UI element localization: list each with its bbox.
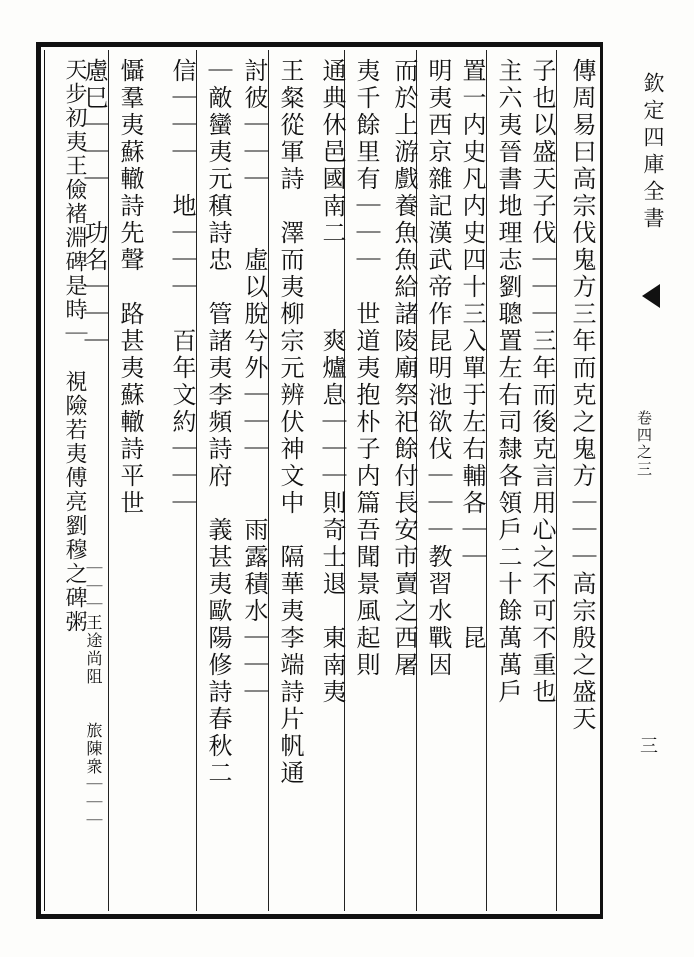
- text-column: 慮巳｜｜｜ 功名｜｜｜: [80, 58, 108, 355]
- book-title: 欽定四庫全書: [641, 72, 665, 234]
- text-column: 子也以盛天子伐｜｜｜三年而後克言用心之不可不重也: [528, 58, 556, 706]
- text-column: 夷千餘里有｜｜｜ 世道夷抱朴子内篇吾聞景風起則: [352, 58, 380, 679]
- text-column: 懾羣夷蘇轍詩先聲 路甚夷蘇轍詩平世: [116, 58, 144, 517]
- column-divider: [196, 50, 197, 911]
- text-column: 天步初夷王儉褚淵碑是時｜ 視險若夷傅亮劉穆之碑粥: [62, 58, 87, 634]
- text-column: 討彼｜｜｜ 虛以脫兮外｜｜｜ 雨露積水｜｜｜: [240, 58, 268, 706]
- text-column: 主六夷晉書地理志劉聰置左右司隸各領戶二十餘萬萬戶: [494, 58, 522, 706]
- text-column: 信｜｜｜ 地｜｜｜ 百年文約｜｜｜: [168, 58, 196, 517]
- page-number: 三: [640, 736, 658, 757]
- column-divider: [268, 50, 269, 911]
- text-column: 通典休邑國南二 爽爐息｜｜｜則奇士退 東南夷: [318, 58, 346, 706]
- text-column: 王粲從軍詩 澤而夷柳宗元辨伏神文中 隔華夷李端詩片帆通: [276, 58, 304, 787]
- volume-label: 卷四之三: [635, 410, 653, 478]
- text-column: 明夷西京雜記漢武帝作昆明池欲伐｜｜｜教習水戰因: [424, 58, 452, 679]
- text-column: ｜敵蠻夷元稹詩忠 管諸夷李頻詩府 義甚夷歐陽修詩春秋二: [204, 58, 232, 787]
- text-column: 置一内史凡内史四十三入單于左右輔各｜｜ 昆: [458, 58, 486, 652]
- text-column: 傳周易曰高宗伐鬼方三年而克之鬼方｜｜｜高宗殷之盛天: [568, 58, 596, 733]
- column-divider: [486, 50, 487, 911]
- text-column: ｜｜｜王途尚阻 旅陳衆｜｜｜: [84, 560, 103, 830]
- column-divider: [556, 50, 557, 911]
- frame-inner-line: [44, 50, 45, 911]
- text-column: 而於上游戲養魚魚給諸陵廟祭祀餘付長安市賣之西屠: [390, 58, 418, 679]
- column-divider: [108, 50, 109, 911]
